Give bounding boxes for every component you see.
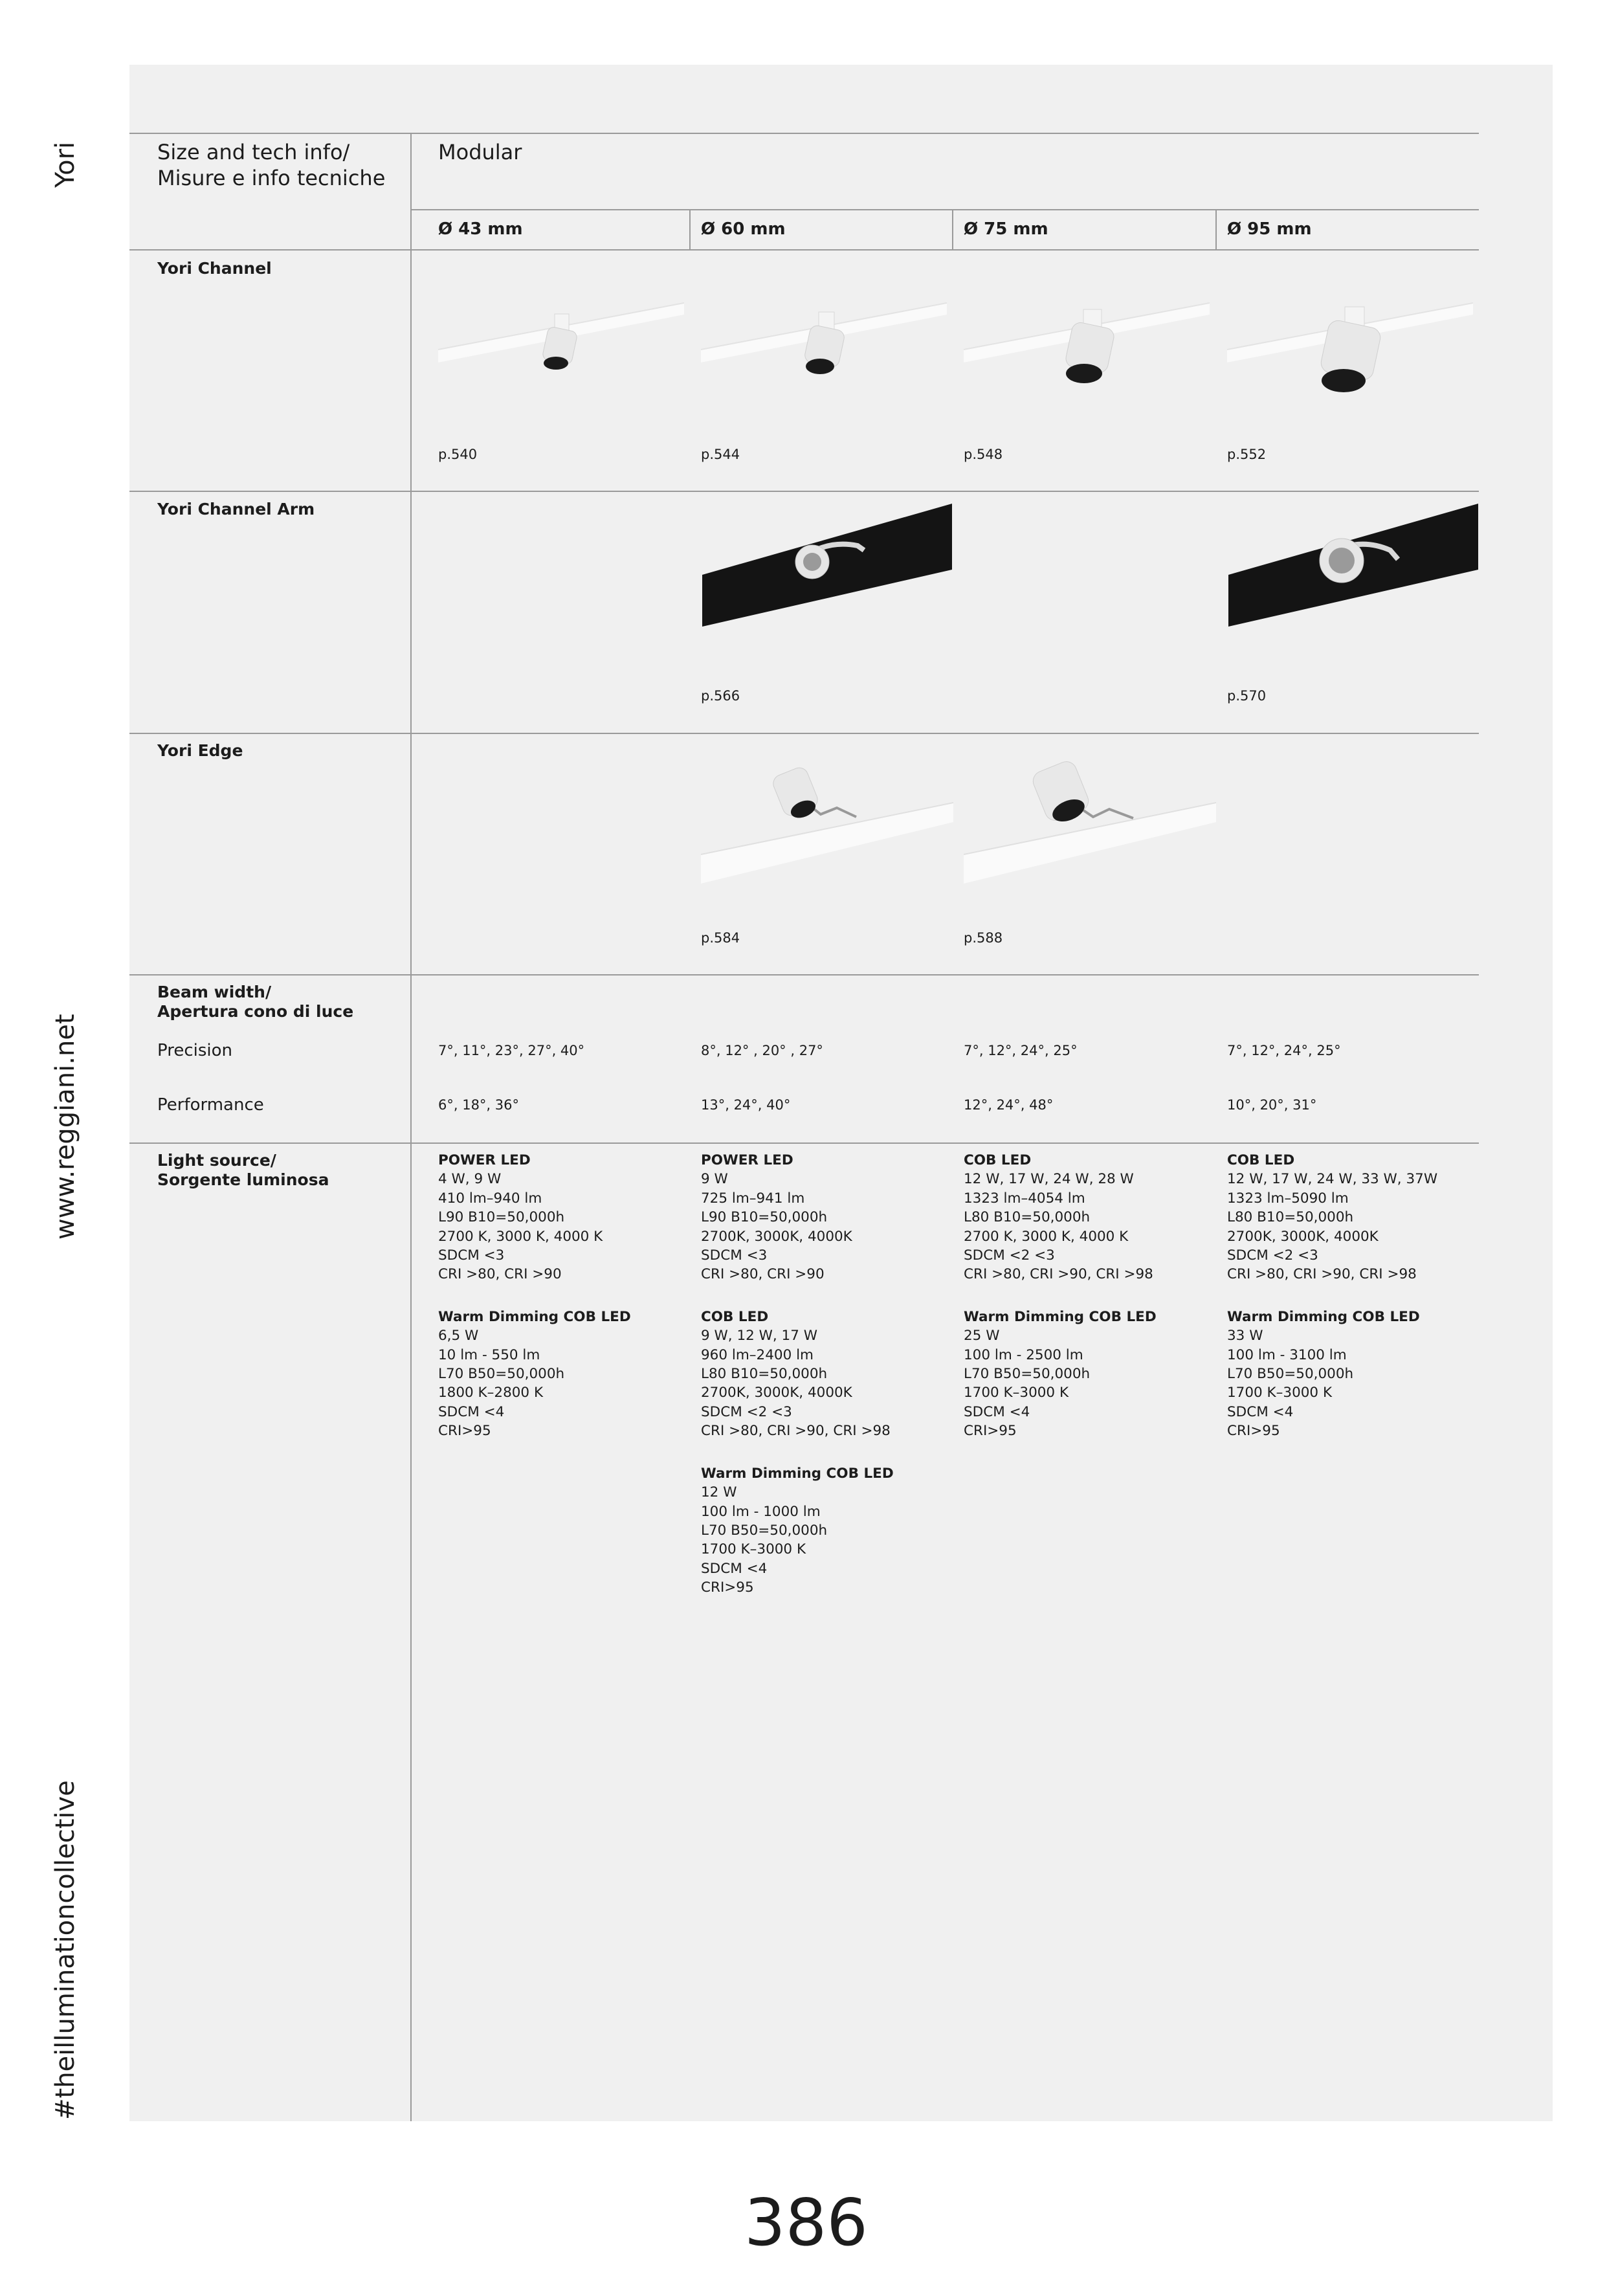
channel-arm-95-image (1228, 504, 1478, 627)
precision-label: Precision (157, 1041, 233, 1060)
led-type-title: COB LED (1227, 1152, 1295, 1168)
spec-line: L70 B50=50,000h (964, 1366, 1091, 1383)
page-number: 386 (744, 2185, 868, 2260)
spec-gap (701, 1441, 894, 1464)
spec-line: 12 W (701, 1484, 737, 1501)
spec-gap (438, 1284, 631, 1308)
rule-row-edge (129, 733, 1479, 734)
row-label-channel: Yori Channel (157, 259, 272, 278)
rule-row-beam (129, 974, 1479, 975)
spec-line: 100 lm - 3100 lm (1227, 1346, 1347, 1363)
precision-75: 7°, 12°, 24°, 25° (964, 1043, 1078, 1058)
channel-43-image (438, 272, 684, 395)
led-type-title: COB LED (964, 1152, 1032, 1168)
page-ref-edge-75[interactable]: p.588 (964, 930, 1003, 946)
spec-line: CRI>95 (438, 1423, 491, 1440)
channel-95-image (1227, 272, 1473, 395)
sidebar-website[interactable]: www.reggiani.net (50, 1014, 80, 1240)
page-ref-channel-arm-60[interactable]: p.566 (701, 688, 740, 704)
spec-line: 12 W, 17 W, 24 W, 28 W (964, 1171, 1134, 1188)
spec-line: L80 B10=50,000h (1227, 1209, 1354, 1226)
spec-gap (1227, 1284, 1437, 1308)
spec-line: 12 W, 17 W, 24 W, 33 W, 37W (1227, 1171, 1438, 1188)
spec-line: 4 W, 9 W (438, 1171, 502, 1188)
spec-line: L70 B50=50,000h (438, 1366, 565, 1383)
spec-line: 2700K, 3000K, 4000K (701, 1385, 852, 1401)
light-source-label-line1: Light source/ (157, 1151, 276, 1170)
light-source-column (1227, 1151, 1437, 1441)
spec-line: 1700 K–3000 K (1227, 1385, 1333, 1401)
page-ref-channel-43[interactable]: p.540 (438, 447, 478, 462)
spec-line: SDCM <3 (438, 1247, 505, 1264)
spec-line: 725 lm–941 lm (701, 1190, 805, 1207)
beam-label-line1: Beam width/ (157, 983, 272, 1001)
beam-label-line2: Apertura cono di luce (157, 1002, 354, 1021)
precision-60: 8°, 12° , 20° , 27° (701, 1043, 823, 1058)
spec-line: CRI >80, CRI >90, CRI >98 (1227, 1266, 1417, 1283)
page-ref-channel-75[interactable]: p.548 (964, 447, 1003, 462)
rule-col-3 (952, 209, 953, 249)
rule-row-arm (129, 491, 1479, 492)
spec-line: CRI>95 (701, 1579, 754, 1596)
spec-line: CRI >80, CRI >90, CRI >98 (701, 1423, 891, 1440)
edge-75-image (964, 744, 1216, 887)
spec-line: SDCM <4 (438, 1403, 505, 1420)
spec-line: L80 B10=50,000h (701, 1366, 828, 1383)
spec-line: 2700 K, 3000 K, 4000 K (964, 1228, 1129, 1245)
channel-60-image (701, 272, 947, 395)
row-label-edge: Yori Edge (157, 741, 243, 760)
spec-line: L70 B50=50,000h (1227, 1366, 1354, 1383)
spec-line: SDCM <2 <3 (701, 1403, 792, 1420)
spec-gap (964, 1284, 1157, 1308)
rule-col-4 (1215, 209, 1217, 249)
spec-line: 960 lm–2400 lm (701, 1346, 814, 1363)
rule-colhead-top (411, 209, 1479, 210)
spec-line: SDCM <4 (964, 1403, 1030, 1420)
rule-top (129, 133, 1479, 134)
header-label-line1: Size and tech info/ (157, 140, 350, 164)
header-label-line2: Misure e info tecniche (157, 166, 386, 190)
page-ref-channel-95[interactable]: p.552 (1227, 447, 1267, 462)
spec-line: 1800 K–2800 K (438, 1385, 544, 1401)
spec-line: 410 lm–940 lm (438, 1190, 542, 1207)
column-header-95: Ø 95 mm (1227, 219, 1312, 239)
spec-line: CRI>95 (964, 1423, 1017, 1440)
spec-line: L70 B50=50,000h (701, 1522, 828, 1539)
led-type-title: POWER LED (438, 1152, 531, 1168)
spec-line: 1700 K–3000 K (701, 1541, 806, 1558)
spec-line: 9 W (701, 1171, 728, 1188)
spec-line: 33 W (1227, 1328, 1263, 1344)
spec-line: CRI >80, CRI >90 (438, 1266, 562, 1283)
precision-95: 7°, 12°, 24°, 25° (1227, 1043, 1341, 1058)
sidebar-product: Yori (50, 141, 80, 188)
rule-row-light (129, 1142, 1479, 1144)
spec-line: L90 B10=50,000h (701, 1209, 828, 1226)
spec-line: L90 B10=50,000h (438, 1209, 565, 1226)
column-header-75: Ø 75 mm (964, 219, 1048, 239)
spec-line: CRI >80, CRI >90 (701, 1266, 825, 1283)
spec-line: 100 lm - 1000 lm (701, 1503, 821, 1520)
led-type-title: POWER LED (701, 1152, 793, 1168)
spec-line: 100 lm - 2500 lm (964, 1346, 1083, 1363)
rule-colhead-bottom (129, 249, 1479, 251)
led-type-title: Warm Dimming COB LED (438, 1308, 631, 1325)
led-type-title: COB LED (701, 1308, 769, 1325)
spec-line: 10 lm - 550 lm (438, 1346, 540, 1363)
led-type-title: Warm Dimming COB LED (1227, 1308, 1420, 1325)
performance-label: Performance (157, 1095, 264, 1115)
light-source-column (438, 1151, 631, 1441)
spec-line: CRI >80, CRI >90, CRI >98 (964, 1266, 1153, 1283)
rule-col-2 (689, 209, 691, 249)
precision-43: 7°, 11°, 23°, 27°, 40° (438, 1043, 585, 1058)
channel-arm-60-image (702, 504, 952, 627)
edge-60-image (701, 744, 953, 887)
led-type-title: Warm Dimming COB LED (701, 1465, 894, 1482)
spec-line: SDCM <2 <3 (964, 1247, 1055, 1264)
spec-line: SDCM <3 (701, 1247, 768, 1264)
spec-line: 1323 lm–4054 lm (964, 1190, 1085, 1207)
spec-line: 2700K, 3000K, 4000K (1227, 1228, 1379, 1245)
light-source-column (964, 1151, 1157, 1441)
light-source-label-line2: Sorgente luminosa (157, 1170, 329, 1189)
led-type-title: Warm Dimming COB LED (964, 1308, 1157, 1325)
performance-60: 13°, 24°, 40° (701, 1097, 791, 1113)
spec-line: 2700 K, 3000 K, 4000 K (438, 1228, 603, 1245)
sidebar-hashtag: #theilluminationcollective (50, 1780, 80, 2120)
spec-line: SDCM <2 <3 (1227, 1247, 1318, 1264)
row-label-channel-arm: Yori Channel Arm (157, 500, 315, 518)
light-source-column (701, 1151, 894, 1598)
page-ref-edge-60[interactable]: p.584 (701, 930, 740, 946)
spec-line: 1323 lm–5090 lm (1227, 1190, 1349, 1207)
spec-line: SDCM <4 (701, 1560, 768, 1577)
performance-43: 6°, 18°, 36° (438, 1097, 520, 1113)
spec-line: SDCM <4 (1227, 1403, 1294, 1420)
page-ref-channel-arm-95[interactable]: p.570 (1227, 688, 1267, 704)
column-header-60: Ø 60 mm (701, 219, 786, 239)
channel-75-image (964, 272, 1210, 395)
header-group: Modular (438, 140, 522, 164)
spec-line: 9 W, 12 W, 17 W (701, 1328, 818, 1344)
spec-line: L80 B10=50,000h (964, 1209, 1091, 1226)
spec-line: CRI>95 (1227, 1423, 1280, 1440)
spec-line: 2700K, 3000K, 4000K (701, 1228, 852, 1245)
spec-gap (701, 1284, 894, 1308)
rule-label-column (410, 133, 412, 2121)
spec-line: 25 W (964, 1328, 1000, 1344)
spec-line: 6,5 W (438, 1328, 479, 1344)
page-ref-channel-60[interactable]: p.544 (701, 447, 740, 462)
spec-line: 1700 K–3000 K (964, 1385, 1069, 1401)
column-header-43: Ø 43 mm (438, 219, 523, 239)
performance-95: 10°, 20°, 31° (1227, 1097, 1317, 1113)
performance-75: 12°, 24°, 48° (964, 1097, 1054, 1113)
